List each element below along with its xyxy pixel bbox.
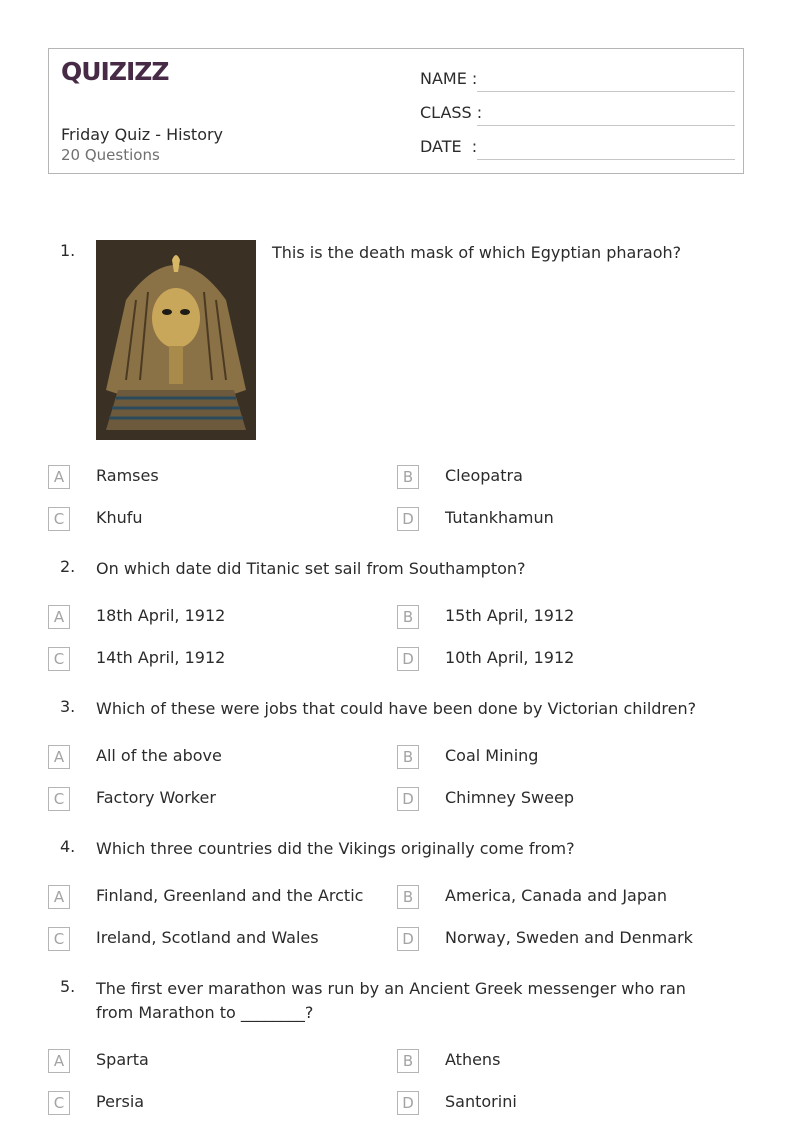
option-text: Santorini [445, 1092, 517, 1111]
option-letter: B [397, 605, 419, 629]
option-letter: B [397, 885, 419, 909]
option-text: Factory Worker [96, 788, 216, 807]
name-label: NAME : [420, 69, 478, 88]
question-count: 20 Questions [61, 146, 160, 164]
date-line[interactable] [477, 159, 735, 160]
question-text: The first ever marathon was run by an Ancient Greek messenger who ran from Marathon to ________? [96, 979, 686, 1022]
question-number: 5. [60, 977, 76, 996]
option-letter: B [397, 745, 419, 769]
option-text: Ramses [96, 466, 159, 485]
question-number: 4. [60, 837, 76, 856]
class-field[interactable] [420, 103, 734, 127]
option-letter: D [397, 647, 419, 671]
question-text: This is the death mask of which Egyptian pharaoh? [272, 243, 682, 262]
option-letter: D [397, 507, 419, 531]
worksheet-header [48, 48, 744, 174]
option-text: Coal Mining [445, 746, 539, 765]
option-letter: A [48, 605, 70, 629]
option-letter: D [397, 927, 419, 951]
question-number: 3. [60, 697, 76, 716]
class-label: CLASS : [420, 103, 483, 122]
option-letter: D [397, 1091, 419, 1115]
option-text: Chimney Sweep [445, 788, 574, 807]
death-mask-image [96, 240, 256, 440]
name-field[interactable] [420, 69, 734, 93]
name-line[interactable] [477, 91, 735, 92]
date-field[interactable] [420, 137, 734, 161]
question-text: Which of these were jobs that could have been done by Victorian children? [96, 699, 697, 718]
option-letter: B [397, 1049, 419, 1073]
option-text: Norway, Sweden and Denmark [445, 928, 693, 947]
option-text: Athens [445, 1050, 501, 1069]
question-text: Which three countries did the Vikings originally come from? [96, 839, 575, 858]
question-number: 1. [60, 241, 76, 260]
option-text: Khufu [96, 508, 143, 527]
option-text: Ireland, Scotland and Wales [96, 928, 319, 947]
question-text: On which date did Titanic set sail from Southampton? [96, 559, 526, 578]
option-letter: A [48, 885, 70, 909]
option-letter: A [48, 745, 70, 769]
quizizz-logo: QUIZIZZ [61, 57, 169, 86]
question-number: 2. [60, 557, 76, 576]
date-label: DATE : [420, 137, 478, 156]
option-text: Sparta [96, 1050, 149, 1069]
option-letter: A [48, 465, 70, 489]
option-letter: C [48, 647, 70, 671]
option-letter: B [397, 465, 419, 489]
class-line[interactable] [477, 125, 735, 126]
option-text: Cleopatra [445, 466, 523, 485]
quiz-title: Friday Quiz - History [61, 125, 224, 144]
option-text: All of the above [96, 746, 222, 765]
option-letter: C [48, 787, 70, 811]
option-letter: C [48, 1091, 70, 1115]
option-text: America, Canada and Japan [445, 886, 667, 905]
option-text: 15th April, 1912 [445, 606, 575, 625]
option-text: Persia [96, 1092, 145, 1111]
option-letter: A [48, 1049, 70, 1073]
option-text: 18th April, 1912 [96, 606, 226, 625]
option-letter: C [48, 507, 70, 531]
option-letter: D [397, 787, 419, 811]
option-text: 14th April, 1912 [96, 648, 226, 667]
option-text: Tutankhamun [445, 508, 554, 527]
option-text: 10th April, 1912 [445, 648, 575, 667]
option-letter: C [48, 927, 70, 951]
pharaoh-mask-icon [96, 240, 256, 440]
option-text: Finland, Greenland and the Arctic [96, 886, 364, 905]
